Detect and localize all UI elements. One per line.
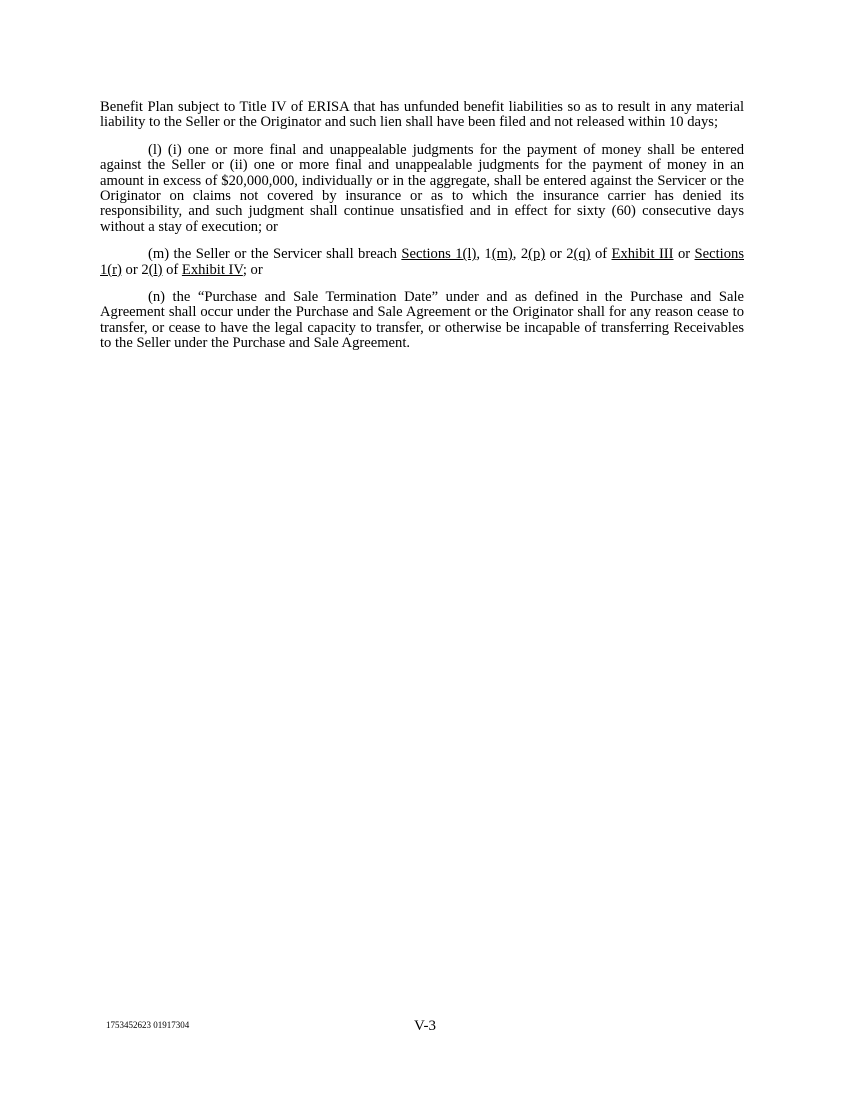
section-reference: Sections 1(l): [401, 246, 477, 263]
exhibit-reference: Exhibit III: [611, 246, 674, 263]
exhibit-reference: Exhibit IV: [181, 261, 243, 278]
section-reference: (l): [148, 261, 163, 278]
section-reference: Sections 1(r): [100, 246, 745, 278]
text-segment: or 2: [545, 246, 574, 263]
paragraph-m-breach: [100, 247, 744, 278]
document-id: 1753452623 01917304: [106, 1020, 190, 1030]
section-reference: (q): [573, 246, 591, 263]
text-segment: of: [162, 261, 182, 278]
paragraph-continuation: Benefit Plan subject to Title IV of ERISA that has unfunded benefit liabilities so as to result in any material liability to the Seller or the Originator and such lien shall have been filed and not released within 10 days;: [100, 99, 744, 131]
section-reference: (p): [528, 246, 546, 263]
text-segment: , 2: [512, 246, 529, 263]
paragraph-l-judgments: (l) (i) one or more final and unappealable judgments for the payment of money shall be entered against the Seller or (ii) one or more final and unappealable judgments for the payment of money in an amount in excess of $20,000,000, individually or in the aggregate, shall be entered against the Servicer or the Originator on claims not covered by insurance or as to which the insurance carrier has denied its responsibility, and such judgment shall continue unsatisfied and in effect for sixty (60) consecutive days without a stay of execution; or: [100, 141, 744, 235]
text-segment: or 2: [121, 261, 149, 278]
text-segment: (m) the Seller or the Servicer shall breach: [148, 246, 402, 263]
text-segment: of: [590, 246, 612, 263]
text-segment: ; or: [242, 261, 263, 278]
document-body: [100, 100, 744, 364]
section-reference: (m): [491, 246, 513, 263]
text-segment: , 1: [476, 246, 492, 263]
text-segment: or: [673, 246, 695, 263]
paragraph-n-termination: (n) the “Purchase and Sale Termination Date” under and as defined in the Purchase and Sale Agreement shall occur under the Purchase and Sale Agreement or the Originator shall for any reason cease to transfer, or cease to have the legal capacity to transfer, or otherwise be incapable of transferring Receivables to the Seller under the Purchase and Sale Agreement.: [100, 289, 744, 352]
page-number: V-3: [414, 1018, 436, 1034]
